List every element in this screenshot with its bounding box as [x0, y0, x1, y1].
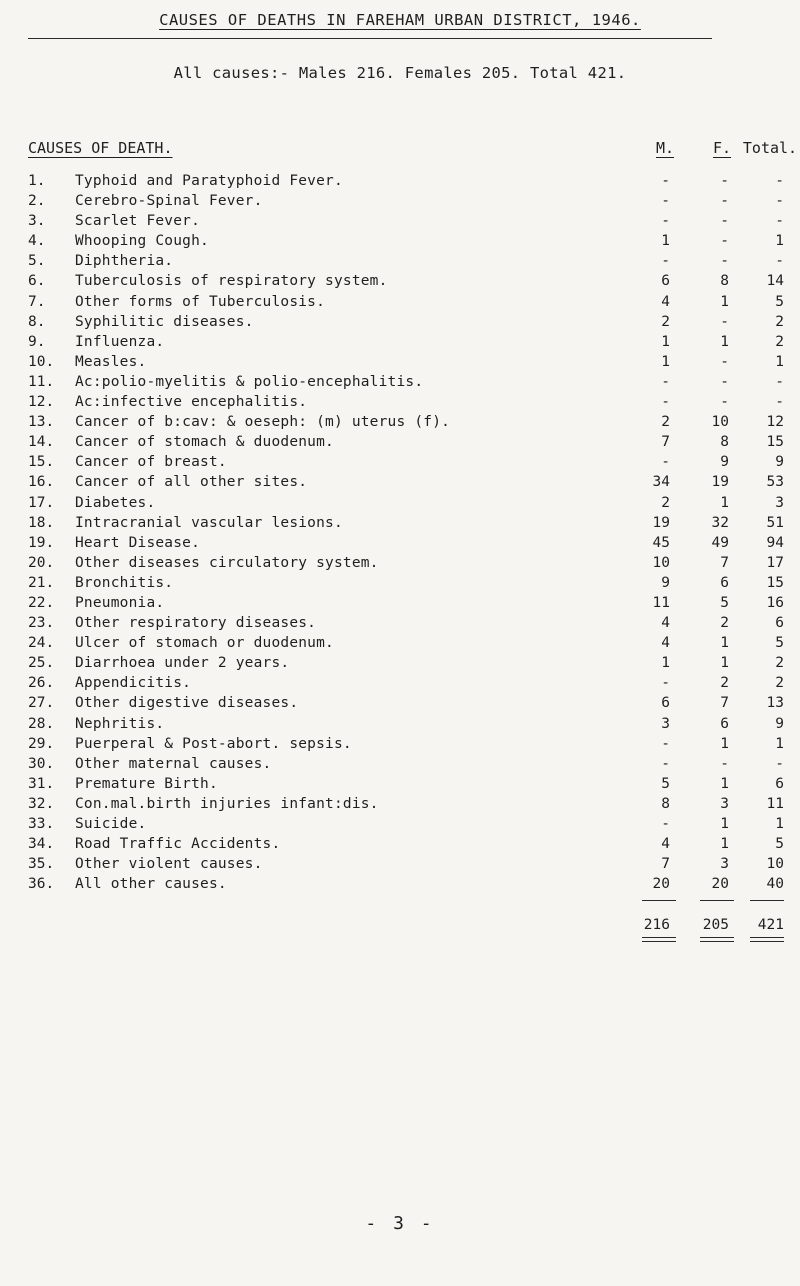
cause-label: Scarlet Fever. — [75, 213, 201, 230]
row-number: 15. — [28, 454, 55, 471]
m-double-rule-1 — [642, 937, 676, 938]
females-cell: 32 — [711, 514, 729, 531]
females-cell: 1 — [720, 655, 729, 672]
row-number: 24. — [28, 635, 55, 652]
females-cell: 49 — [711, 534, 729, 551]
total-cell: 11 — [766, 795, 784, 812]
males-cell: - — [661, 755, 670, 772]
males-cell: 1 — [661, 655, 670, 672]
cause-label: Heart Disease. — [75, 534, 201, 551]
row-number: 14. — [28, 434, 55, 451]
f-double-rule-2 — [700, 941, 734, 942]
total-cell: 1 — [775, 816, 784, 832]
females-cell: 6 — [720, 574, 729, 591]
m-sum-rule — [642, 900, 676, 901]
table-row — [0, 816, 800, 836]
females-cell: 3 — [720, 795, 729, 812]
males-cell: 5 — [661, 775, 670, 792]
table-row — [0, 615, 800, 635]
females-cell: 7 — [720, 554, 729, 571]
total-cell: 2 — [775, 655, 784, 672]
males-cell: 4 — [661, 293, 670, 310]
females-cell: 1 — [720, 775, 729, 792]
cause-label: Syphilitic diseases. — [75, 313, 254, 330]
cause-label: Suicide. — [75, 816, 147, 832]
header-males: M. — [655, 139, 675, 157]
row-number: 26. — [28, 675, 55, 692]
males-cell: 6 — [661, 695, 670, 712]
total-males: 216 — [643, 917, 670, 933]
row-number: 4. — [28, 233, 46, 250]
table-row — [0, 213, 800, 233]
total-cell: 2 — [775, 675, 784, 692]
males-cell: 7 — [661, 434, 670, 451]
cause-label: Cancer of breast. — [75, 454, 227, 471]
row-number: 6. — [28, 273, 46, 290]
table-row — [0, 515, 800, 535]
females-cell: - — [720, 313, 729, 330]
males-cell: - — [661, 373, 670, 390]
females-cell: - — [720, 253, 729, 270]
total-cell: 15 — [766, 574, 784, 591]
row-number: 18. — [28, 514, 55, 531]
females-cell: 20 — [711, 876, 729, 893]
females-cell: 2 — [720, 615, 729, 632]
row-number: 17. — [28, 494, 55, 511]
row-number: 19. — [28, 534, 55, 551]
t-double-rule-1 — [750, 937, 784, 938]
row-number: 11. — [28, 373, 55, 390]
males-cell: 4 — [661, 836, 670, 853]
total-cell: 5 — [775, 635, 784, 652]
males-cell: - — [661, 675, 670, 692]
table-row — [0, 294, 800, 314]
table-row — [0, 454, 800, 474]
row-number: 12. — [28, 394, 55, 411]
table-row — [0, 776, 800, 796]
header-total: Total. — [742, 139, 798, 157]
table-row — [0, 273, 800, 293]
row-number: 13. — [28, 414, 55, 431]
row-number: 22. — [28, 594, 55, 611]
males-cell: 10 — [652, 554, 670, 571]
row-number: 7. — [28, 293, 46, 310]
males-cell: 2 — [661, 494, 670, 511]
t-sum-rule — [750, 900, 784, 901]
cause-label: Influenza. — [75, 333, 165, 350]
cause-label: Puerperal & Post-abort. sepsis. — [75, 735, 352, 752]
males-cell: 4 — [661, 635, 670, 652]
males-cell: - — [661, 394, 670, 411]
cause-label: Measles. — [75, 353, 147, 370]
cause-label: Pneumonia. — [75, 594, 165, 611]
total-cell: 14 — [766, 273, 784, 290]
row-number: 10. — [28, 353, 55, 370]
cause-label: Ac:infective encephalitis. — [75, 394, 308, 411]
table-row — [0, 796, 800, 816]
females-cell: - — [720, 394, 729, 411]
table-row — [0, 555, 800, 575]
females-cell: - — [720, 213, 729, 230]
t-double-rule-2 — [750, 941, 784, 942]
cause-label: Diarrhoea under 2 years. — [75, 655, 290, 672]
table-row — [0, 314, 800, 334]
cause-label: Cerebro-Spinal Fever. — [75, 193, 263, 210]
cause-label: Diabetes. — [75, 494, 156, 511]
females-cell: - — [720, 233, 729, 250]
total-all: 421 — [757, 917, 784, 933]
cause-label: Cancer of all other sites. — [75, 474, 308, 491]
males-cell: - — [661, 213, 670, 230]
cause-label: All other causes. — [75, 876, 227, 893]
males-cell: 34 — [652, 474, 670, 491]
males-cell: - — [661, 816, 670, 832]
males-cell: 1 — [661, 233, 670, 250]
row-number: 36. — [28, 876, 55, 893]
females-cell: 8 — [720, 273, 729, 290]
total-cell: 2 — [775, 333, 784, 350]
table-row — [0, 535, 800, 555]
males-cell: 2 — [661, 313, 670, 330]
f-sum-rule — [700, 900, 734, 901]
cause-label: Other respiratory diseases. — [75, 615, 317, 632]
total-cell: - — [775, 755, 784, 772]
cause-label: Other digestive diseases. — [75, 695, 299, 712]
table-row — [0, 354, 800, 374]
males-cell: 1 — [661, 353, 670, 370]
males-cell: 8 — [661, 795, 670, 812]
table-row — [0, 253, 800, 273]
total-cell: 10 — [766, 856, 784, 873]
females-cell: 7 — [720, 695, 729, 712]
females-cell: 9 — [720, 454, 729, 471]
cause-label: Tuberculosis of respiratory system. — [75, 273, 388, 290]
row-number: 21. — [28, 574, 55, 591]
row-number: 9. — [28, 333, 46, 350]
females-cell: 2 — [720, 675, 729, 692]
row-number: 16. — [28, 474, 55, 491]
row-number: 20. — [28, 554, 55, 571]
cause-label: Appendicitis. — [75, 675, 192, 692]
cause-label: Other diseases circulatory system. — [75, 554, 379, 571]
table-row — [0, 495, 800, 515]
total-cell: 3 — [775, 494, 784, 511]
total-cell: 6 — [775, 615, 784, 632]
females-cell: 10 — [711, 414, 729, 431]
females-cell: 6 — [720, 715, 729, 732]
row-number: 30. — [28, 755, 55, 772]
total-cell: 13 — [766, 695, 784, 712]
females-cell: 1 — [720, 836, 729, 853]
row-number: 1. — [28, 173, 46, 189]
total-cell: 40 — [766, 876, 784, 893]
f-double-rule-1 — [700, 937, 734, 938]
table-row — [0, 736, 800, 756]
cause-label: Whooping Cough. — [75, 233, 209, 250]
table-row — [0, 193, 800, 213]
table-row — [0, 836, 800, 856]
total-cell: 9 — [775, 715, 784, 732]
females-cell: - — [720, 193, 729, 210]
row-number: 33. — [28, 816, 55, 832]
total-cell: 2 — [775, 313, 784, 330]
row-number: 2. — [28, 193, 46, 210]
cause-label: Diphtheria. — [75, 253, 174, 270]
total-cell: 6 — [775, 775, 784, 792]
males-cell: 6 — [661, 273, 670, 290]
cause-label: Cancer of b:cav: & oeseph: (m) uterus (f). — [75, 414, 451, 431]
males-cell: - — [661, 253, 670, 270]
total-cell: 53 — [766, 474, 784, 491]
males-cell: 1 — [661, 333, 670, 350]
table-row — [0, 173, 800, 193]
females-cell: 1 — [720, 293, 729, 310]
females-cell: 19 — [711, 474, 729, 491]
row-number: 25. — [28, 655, 55, 672]
males-cell: 20 — [652, 876, 670, 893]
males-cell: 19 — [652, 514, 670, 531]
females-cell: - — [720, 173, 729, 189]
row-number: 3. — [28, 213, 46, 230]
males-cell: 7 — [661, 856, 670, 873]
total-cell: 1 — [775, 353, 784, 370]
females-cell: 1 — [720, 816, 729, 832]
table-row — [0, 334, 800, 354]
females-cell: 8 — [720, 434, 729, 451]
total-cell: 16 — [766, 594, 784, 611]
females-cell: 1 — [720, 333, 729, 350]
total-cell: 5 — [775, 293, 784, 310]
total-cell: 94 — [766, 534, 784, 551]
table-row — [0, 716, 800, 736]
total-cell: - — [775, 394, 784, 411]
males-cell: - — [661, 735, 670, 752]
total-cell: - — [775, 173, 784, 189]
total-cell: - — [775, 373, 784, 390]
females-cell: 1 — [720, 635, 729, 652]
total-cell: 51 — [766, 514, 784, 531]
total-cell: 1 — [775, 233, 784, 250]
row-number: 8. — [28, 313, 46, 330]
total-cell: 17 — [766, 554, 784, 571]
row-number: 23. — [28, 615, 55, 632]
row-number: 5. — [28, 253, 46, 270]
males-cell: - — [661, 454, 670, 471]
title-underline — [28, 38, 712, 39]
total-cell: - — [775, 193, 784, 210]
males-cell: 3 — [661, 715, 670, 732]
row-number: 32. — [28, 795, 55, 812]
total-cell: 5 — [775, 836, 784, 853]
cause-label: Con.mal.birth injuries infant:dis. — [75, 795, 379, 812]
cause-label: Ac:polio-myelitis & polio-encephalitis. — [75, 373, 424, 390]
males-cell: 4 — [661, 615, 670, 632]
cause-label: Other violent causes. — [75, 856, 263, 873]
table-row — [0, 233, 800, 253]
row-number: 27. — [28, 695, 55, 712]
table-row — [0, 575, 800, 595]
cause-label: Other forms of Tuberculosis. — [75, 293, 326, 310]
cause-label: Road Traffic Accidents. — [75, 836, 281, 853]
table-row — [0, 695, 800, 715]
females-cell: - — [720, 353, 729, 370]
males-cell: 2 — [661, 414, 670, 431]
total-cell: 12 — [766, 414, 784, 431]
total-cell: 1 — [775, 735, 784, 752]
cause-label: Other maternal causes. — [75, 755, 272, 772]
page-number: - 3 - — [365, 1213, 435, 1234]
females-cell: 5 — [720, 594, 729, 611]
row-number: 35. — [28, 856, 55, 873]
total-cell: - — [775, 253, 784, 270]
table-row — [0, 876, 800, 896]
total-cell: - — [775, 213, 784, 230]
males-cell: 45 — [652, 534, 670, 551]
m-double-rule-2 — [642, 941, 676, 942]
header-females: F. — [712, 139, 732, 157]
males-cell: - — [661, 173, 670, 189]
table-row — [0, 434, 800, 454]
total-cell: 15 — [766, 434, 784, 451]
table-row — [0, 675, 800, 695]
causes-table — [0, 173, 800, 896]
summary-line: All causes:- Males 216. Females 205. Total 421. — [173, 64, 627, 82]
males-cell: 9 — [661, 574, 670, 591]
cause-label: Typhoid and Paratyphoid Fever. — [75, 173, 343, 189]
females-cell: 1 — [720, 735, 729, 752]
table-row — [0, 856, 800, 876]
table-row — [0, 374, 800, 394]
females-cell: - — [720, 373, 729, 390]
cause-label: Nephritis. — [75, 715, 165, 732]
table-row — [0, 414, 800, 434]
females-cell: 3 — [720, 856, 729, 873]
table-row — [0, 474, 800, 494]
row-number: 31. — [28, 775, 55, 792]
females-cell: 1 — [720, 494, 729, 511]
males-cell: - — [661, 193, 670, 210]
cause-label: Bronchitis. — [75, 574, 174, 591]
row-number: 28. — [28, 715, 55, 732]
row-number: 29. — [28, 735, 55, 752]
table-row — [0, 756, 800, 776]
cause-label: Premature Birth. — [75, 775, 218, 792]
table-row — [0, 635, 800, 655]
cause-label: Cancer of stomach & duodenum. — [75, 434, 334, 451]
table-row — [0, 655, 800, 675]
total-females: 205 — [702, 917, 729, 933]
cause-label: Intracranial vascular lesions. — [75, 514, 343, 531]
cause-label: Ulcer of stomach or duodenum. — [75, 635, 334, 652]
total-cell: 9 — [775, 454, 784, 471]
table-row — [0, 595, 800, 615]
males-cell: 11 — [652, 594, 670, 611]
females-cell: - — [720, 755, 729, 772]
header-cause: CAUSES OF DEATH. — [28, 139, 173, 157]
row-number: 34. — [28, 836, 55, 853]
table-row — [0, 394, 800, 414]
document-title: CAUSES OF DEATHS IN FAREHAM URBAN DISTRICT, 1946. — [159, 11, 641, 29]
